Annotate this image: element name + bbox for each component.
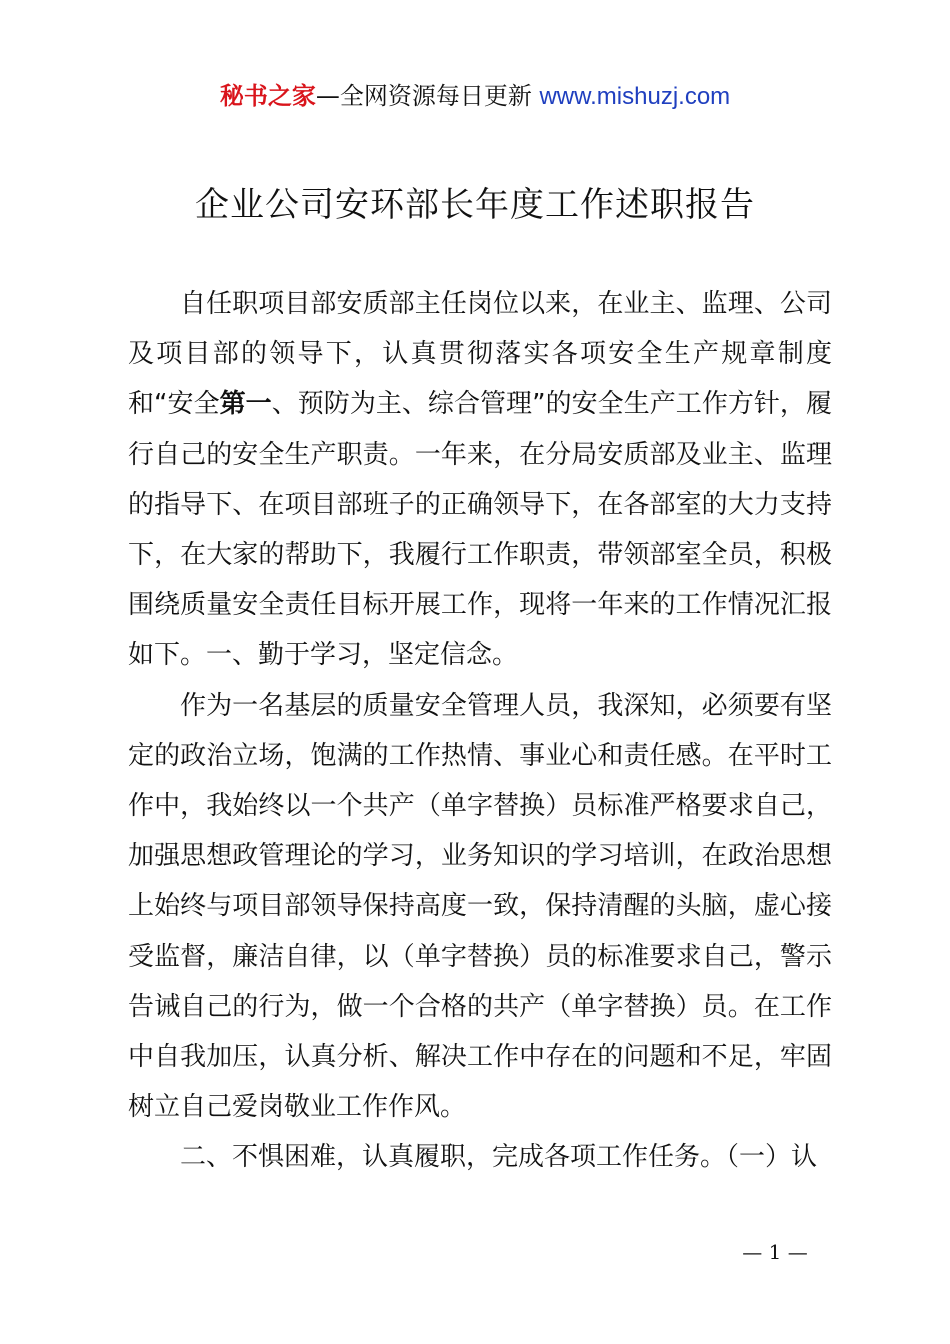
- site-slogan: —全网资源每日更新: [315, 82, 540, 110]
- document-body: [128, 279, 832, 1183]
- document-title: 企业公司安环部长年度工作述职报告: [195, 185, 755, 225]
- site-header: [0, 80, 950, 113]
- paragraph-1-bold-text: 第一: [219, 389, 272, 420]
- paragraph-1-text-a: 自任职项目部安质部主任岗位以来，在业主、监理、公司及项目部的领导下，认真贯彻落实各项安全生产规章制度和“安全: [128, 289, 832, 420]
- site-brand: 秘书之家: [219, 82, 316, 110]
- body-paragraph-1: [128, 279, 832, 681]
- page-number: — 1 —: [742, 1240, 808, 1264]
- body-paragraph-2: 作为一名基层的质量安全管理人员，我深知，必须要有坚定的政治立场，饱满的工作热情、事业心和责任感。在平时工作中，我始终以一个共产（单字替换）员标准严格要求自己，加强思想政管理论的学习，业务知识的学习培训，在政治思想上始终与项目部领导保持高度一致，保持清醒的头脑，虚心接受监督，廉洁自律，以（单字替换）员的标准要求自己，警示告诫自己的行为，做一个合格的共产（单字替换）员。在工作中自我加压，认真分析、解决工作中存在的问题和不足，牢固树立自己爱岗敬业工作作风。: [128, 690, 832, 1123]
- paragraph-1-text-b: 、预防为主、综合管理”的安全生产工作方针，履行自己的安全生产职责。一年来，在分局安质部及业主、监理的指导下、在项目部班子的正确领导下，在各部室的大力支持下，在大家的帮助下，我履行工作职责，带领部室全员，积极围绕质量安全责任目标开展工作，现将一年来的工作情况汇报如下。一、勤于学习，坚定信念。: [128, 389, 832, 671]
- body-paragraph-3: 二、不惧困难，认真履职，完成各项工作任务。（一）认: [180, 1142, 818, 1173]
- site-url-link[interactable]: www.mishuzj.com: [539, 83, 731, 110]
